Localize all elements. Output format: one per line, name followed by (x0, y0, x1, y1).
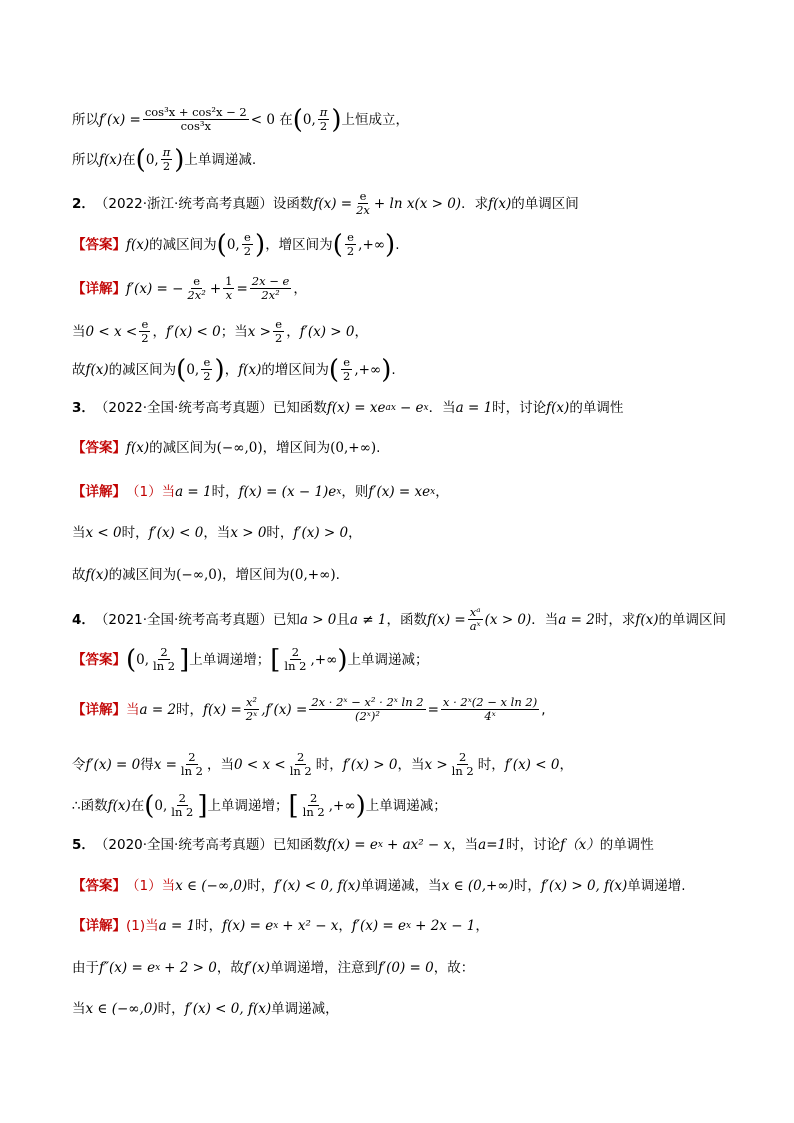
text: 的单调区间 (658, 611, 726, 628)
text: 所以 (72, 111, 99, 128)
problem-3-detail (72, 481, 752, 503)
fraction: $\frac{2}{\ln 2}$ (153, 645, 176, 673)
math: f(x) = e (222, 918, 274, 934)
text: 单调递减， (271, 1001, 339, 1017)
problem-number: 5． (72, 837, 95, 853)
math: ax (385, 403, 396, 413)
math: a ≠ 1 (349, 611, 387, 628)
problem-source: （2022·浙江·统考高考真题） (94, 195, 273, 212)
text: ，则 (341, 484, 369, 500)
math: f(x) (635, 611, 659, 628)
problem-3-line-4 (72, 564, 752, 586)
math: f′(x) > 0 (342, 756, 398, 773)
fraction: $\frac{\text{cos³x + cos²x − 2}}{\text{cos³x}}$ (144, 105, 247, 133)
math: a = 1 (158, 918, 196, 934)
text: ， (559, 756, 573, 773)
problem-4-detail (72, 696, 752, 723)
problem-3-line-3 (72, 522, 752, 544)
text: 时， (315, 756, 343, 773)
fraction: $\frac{e}{\text{2x²}}$ (187, 274, 206, 302)
math: a=1 (478, 837, 507, 853)
text: （1）当 (126, 878, 176, 894)
text: ，增区间为 (265, 236, 333, 253)
text: 时，讨论 (506, 837, 561, 853)
fraction: $\frac{2}{\ln 2}$ (284, 645, 307, 673)
problem-source: （2020·全国·统考高考真题） (94, 837, 273, 853)
text: 由于 (72, 960, 99, 976)
text: (1)当 (126, 918, 159, 934)
problem-2-line-4: 故 f(x) 的减区间为 ( 0, $\frac{e}{2}$ ) ， f(x) 的增区间为 ( $\frac{e}{2}$ ,+∞ ) . (72, 354, 396, 385)
problem-2-answer: 【答案】 f(x) 的减区间为 ( 0, $\frac{e}{2}$ ) ，增区间为 ( $\frac{e}{2}$ ,+∞ ) . (72, 229, 400, 260)
fraction: $\frac{2}{\ln 2}$ (289, 750, 312, 778)
text: 已知函数 (272, 400, 327, 416)
text: ， (354, 323, 368, 340)
fraction: $\frac{2}{\ln 2}$ (180, 750, 203, 778)
text: 时， (266, 525, 294, 541)
math: f″(x) = e (99, 960, 156, 976)
math: (−∞,0) (216, 440, 263, 456)
problem-4-stem (72, 606, 752, 633)
problem-5-line-4 (72, 998, 752, 1020)
math: 0 < x < (85, 323, 138, 340)
text: ， (348, 525, 362, 541)
problem-3-stem (72, 397, 752, 419)
math: ,+∞ (358, 236, 386, 253)
fraction: $\frac{1}{x}$ (225, 274, 233, 302)
problem-source: （2022·全国·统考高考真题） (94, 400, 273, 416)
fraction: $\frac{2x - e}{\text{2x²}}$ (251, 274, 290, 302)
math: + (209, 280, 222, 297)
text: ，当 (206, 756, 234, 773)
fraction: $\frac{\text{x²}}{\text{2ˣ}}$ (245, 695, 258, 723)
math: (−∞,0) (176, 567, 223, 583)
problem-4-answer: 【答案】 ( 0, $\frac{2}{\ln 2}$ ] 上单调递增； [ $\frac{2}{\ln 2}$ ,+∞ ) 上单调递减； (72, 644, 429, 675)
text: 时，求 (594, 611, 636, 628)
text: 时， (477, 756, 505, 773)
fraction: $\frac{e}{2}$ (343, 355, 351, 383)
fraction: $\frac{\text{xᵃ}}{\text{aˣ}}$ (469, 605, 481, 633)
math: + x² − x (282, 918, 339, 934)
math: f(x) (238, 361, 262, 378)
math: x < 0 (85, 525, 122, 541)
math: 0, (145, 151, 159, 168)
text: 时， (157, 1001, 185, 1017)
text: < 0 在 (250, 111, 293, 128)
math: + 2 > 0 (164, 960, 217, 976)
math: x (377, 840, 383, 850)
math: x (336, 487, 342, 497)
math: f′(x) > 0 (299, 323, 355, 340)
math: − e (399, 400, 424, 416)
problem-2-detail (72, 275, 752, 302)
problem-2-stem (72, 190, 752, 217)
fraction: $\frac{e}{2}$ (203, 355, 211, 383)
text: ．当 (428, 400, 456, 416)
text: 的减区间为 (149, 440, 217, 456)
math: x > 0 (230, 525, 267, 541)
text: 当 (72, 323, 86, 340)
math: (0,+∞) (289, 567, 336, 583)
math: a = 2 (139, 701, 177, 718)
text: 已知函数 (272, 837, 327, 853)
math: f(x) (546, 400, 570, 416)
fraction: $\frac{2}{\ln 2}$ (171, 791, 194, 819)
text: 上单调递减； (347, 651, 429, 668)
text: 时， (195, 918, 223, 934)
text: ，增区间为 (262, 440, 331, 456)
math: f′(x) > 0, f(x) (540, 878, 628, 894)
math: f(x) (126, 236, 150, 253)
answer-tag: 【答案】 (72, 878, 126, 894)
text: ，当 (203, 525, 231, 541)
text: 在 (122, 151, 136, 168)
text: ．当 (531, 611, 559, 628)
text: 令 (72, 756, 86, 773)
math: (0,+∞) (330, 440, 377, 456)
math: 0, (302, 111, 316, 128)
text: 所以 (72, 151, 99, 168)
math: f′(x) < 0 (148, 525, 204, 541)
math: a = 1 (175, 484, 212, 500)
text: 的单调区间 (511, 195, 579, 212)
text: ；当 (220, 323, 248, 340)
text: ， (152, 323, 167, 340)
math: x (406, 921, 412, 931)
detail-tag: 【详解】 (72, 701, 126, 718)
math: 0, (136, 651, 150, 668)
text: ， (286, 323, 300, 340)
text: ， (475, 918, 489, 934)
text: 单调递减，当 (360, 878, 442, 894)
text: 故 (72, 361, 86, 378)
text: 单调递增. (627, 878, 686, 894)
text: ，故 (216, 960, 244, 976)
fraction: $\frac{2}{\ln 2}$ (302, 791, 325, 819)
text: ， (224, 361, 239, 378)
fraction: $\frac{\pi}{2}$ (319, 105, 328, 133)
text: 故 (72, 567, 86, 583)
problem-source: （2021·全国·统考高考真题） (94, 611, 273, 628)
answer-tag: 【答案】 (72, 440, 126, 456)
problem-3-answer (72, 437, 752, 459)
problem-2-line-3 (72, 318, 752, 345)
fraction: $\frac{e}{2}$ (346, 230, 355, 258)
math: ,+∞ (310, 651, 338, 668)
math: f′(x) < 0, f(x) (184, 1001, 272, 1017)
math: (x > 0) (484, 611, 532, 628)
math: 0 < x < (233, 756, 286, 773)
math: + ax² − x (386, 837, 452, 853)
math: x (273, 921, 279, 931)
math: x ∈ (−∞,0) (175, 878, 248, 894)
problem-number: 3． (72, 400, 95, 416)
fraction: $\frac{e}{2}$ (243, 230, 252, 258)
math: a = 1 (455, 400, 493, 416)
math: f′(x) = e (351, 918, 407, 934)
detail-tag: 【详解】 (72, 918, 126, 934)
math: f′(x) < 0, f(x) (274, 878, 361, 894)
text: 上单调递减； (365, 797, 447, 814)
text: ，函数 (386, 611, 427, 628)
math: f′(x) = xe (368, 484, 431, 500)
math: f(x) (85, 361, 109, 378)
problem-4-line-3 (72, 751, 752, 778)
answer-tag: 【答案】 (72, 651, 126, 668)
math: f(x) = (313, 195, 353, 212)
math: f(x) (99, 151, 123, 168)
detail-tag: 【详解】 (72, 280, 126, 297)
math: f′(x) = (99, 111, 141, 128)
text: （1）当 (126, 484, 176, 500)
problem-number: 2． (72, 195, 95, 212)
text: 的减区间为 (149, 236, 217, 253)
math: x ∈ (0,+∞) (441, 878, 514, 894)
math: 0, (154, 797, 168, 814)
math: ,+∞ (354, 361, 382, 378)
math: ,+∞ (328, 797, 356, 814)
problem-5-answer (72, 875, 752, 897)
text: 时， (513, 878, 541, 894)
math: f(x) = (x − 1)e (238, 484, 337, 500)
text: ，当 (451, 837, 479, 853)
fraction: $\frac{e}{2}$ (141, 317, 149, 345)
text: 设函数 (272, 195, 314, 212)
text: 在 (130, 797, 145, 814)
text: ，增区间为 (222, 567, 290, 583)
text: 的单调性 (569, 400, 624, 416)
fraction: $\frac{\text{2x · 2ˣ − x² · 2ˣ ln 2}}{\text{(2ˣ)²}}$ (311, 695, 424, 723)
problem-number: 4． (72, 611, 95, 628)
text: 的减区间为 (108, 567, 177, 583)
math: f(x) (126, 440, 150, 456)
detail-tag: 【详解】 (72, 484, 126, 500)
text: 时， (247, 878, 275, 894)
text: 当 (126, 701, 140, 718)
text: 单调递增，注意到 (270, 960, 379, 976)
math: ,f′(x) = (261, 701, 308, 718)
answer-tag: 【答案】 (72, 236, 126, 253)
text: 得 (140, 756, 154, 773)
math: + ln x(x > 0) (373, 195, 462, 212)
conclusion-line-monotone: 所以 f(x) 在 ( 0, $\frac{\pi}{2}$ ) 上单调递减. (72, 144, 257, 175)
math: x > (247, 323, 271, 340)
text: 时， (121, 525, 149, 541)
math: 0, (226, 236, 240, 253)
text: 当 (72, 1001, 86, 1017)
math: f(x) (488, 195, 512, 212)
text: ∴函数 (72, 797, 108, 814)
text: . (376, 440, 381, 456)
text: ．求 (461, 195, 489, 212)
math: f（x） (560, 837, 600, 853)
math: a > 0 (299, 611, 337, 628)
math: x (423, 403, 429, 413)
math: x > (424, 756, 448, 773)
text: , (541, 701, 546, 718)
text: 的增区间为 (261, 361, 329, 378)
math: x (155, 963, 161, 973)
text: . (391, 361, 396, 378)
text: . (335, 567, 340, 583)
text: ，故： (433, 960, 475, 976)
text: 上单调递增； (189, 651, 271, 668)
text: . (395, 236, 400, 253)
text: 上单调递增； (207, 797, 289, 814)
fraction: $\frac{e}{2}$ (274, 317, 283, 345)
conclusion-line-derivative: 所以 f′(x) = $\frac{\text{cos³x + cos²x − 2}}{\text{cos³x}}$ < 0 在 ( 0, $\frac{\pi}{2}$ ) 上恒成立， (72, 104, 409, 135)
fraction: $\frac{\text{x · 2ˣ(2 − x ln 2)}}{\text{4ˣ}}$ (442, 695, 538, 723)
math: f′(x) > 0 (293, 525, 349, 541)
math: x ∈ (−∞,0) (85, 1001, 158, 1017)
problem-5-line-3 (72, 957, 752, 979)
math: f(x) (85, 567, 109, 583)
fraction: $\frac{2}{\ln 2}$ (451, 750, 474, 778)
text: 的减区间为 (108, 361, 177, 378)
text: 已知 (272, 611, 300, 628)
text: 时，讨论 (492, 400, 547, 416)
math: f(x) (107, 797, 131, 814)
text: 当 (72, 525, 86, 541)
math: f′(0) = 0 (378, 960, 434, 976)
text: 的单调性 (599, 837, 654, 853)
math: f′(x) < 0 (504, 756, 560, 773)
math: a = 2 (558, 611, 595, 628)
fraction: $\frac{\pi}{2}$ (162, 145, 171, 173)
math: + 2x − 1 (415, 918, 476, 934)
text: 时， (176, 701, 204, 718)
math: f(x) = xe (326, 400, 386, 416)
text: 时， (211, 484, 239, 500)
text: 上单调递减. (184, 151, 257, 168)
math: x = (153, 756, 177, 773)
math: f′(x) < 0 (166, 323, 221, 340)
problem-5-stem (72, 834, 752, 856)
text: ， (293, 280, 307, 297)
text: 且 (336, 611, 350, 628)
math: f(x) = e (326, 837, 378, 853)
problem-5-detail (72, 915, 752, 937)
math: f(x) = (426, 611, 466, 628)
math: = (236, 280, 248, 297)
math: = (427, 701, 439, 718)
text: ， (435, 484, 449, 500)
text: ，当 (397, 756, 425, 773)
problem-4-line-4: ∴函数 f(x) 在 ( 0, $\frac{2}{\ln 2}$ ] 上单调递增； [ $\frac{2}{\ln 2}$ ,+∞ ) 上单调递减； (72, 790, 447, 821)
fraction: $\frac{e}{2x}$ (356, 189, 370, 217)
text: ， (338, 918, 352, 934)
text: 上恒成立， (341, 111, 409, 128)
math: f(x) = (203, 701, 242, 718)
math: f′(x) = 0 (85, 756, 141, 773)
math: 0, (186, 361, 200, 378)
math: x (430, 487, 436, 497)
math: f′(x) = − (126, 280, 184, 297)
math: f′(x) (243, 960, 271, 976)
